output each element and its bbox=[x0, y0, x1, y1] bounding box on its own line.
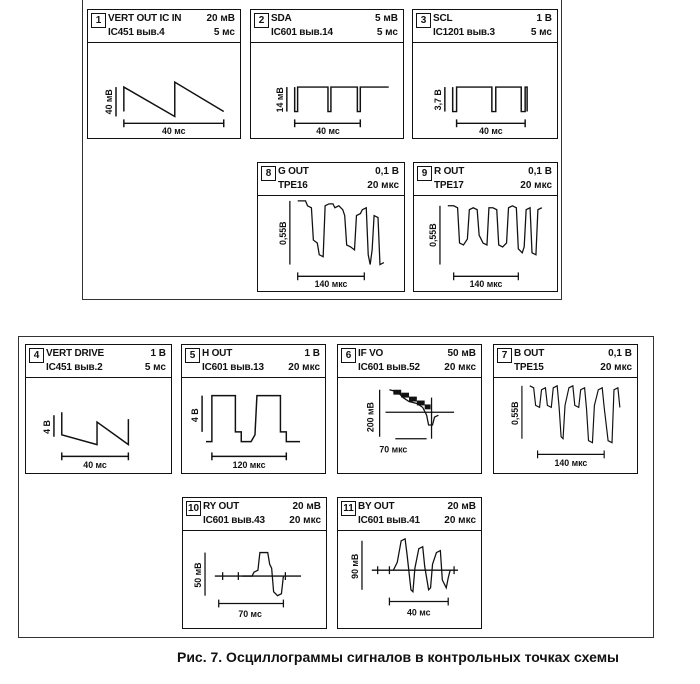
signal-name: SCL bbox=[433, 13, 453, 24]
scope-panel-6 bbox=[337, 344, 482, 474]
time-per-division: 5 мс bbox=[213, 27, 235, 38]
signal-name: R OUT bbox=[434, 166, 465, 177]
volts-per-division: 1 В bbox=[304, 348, 320, 359]
panel-number: 11 bbox=[341, 501, 356, 516]
waveform-trace bbox=[242, 553, 283, 596]
panel-header bbox=[88, 10, 240, 43]
waveform-plot bbox=[413, 43, 557, 138]
time-per-division: 20 мкс bbox=[600, 362, 632, 373]
waveform-trace bbox=[295, 87, 389, 111]
scope-panel-3 bbox=[412, 9, 558, 139]
waveform-trace bbox=[298, 201, 384, 265]
waveform-plot bbox=[183, 531, 326, 628]
test-point: IC451 выв.4 bbox=[108, 27, 165, 38]
signal-name: VERT DRIVE bbox=[46, 348, 105, 359]
signal-name: B OUT bbox=[514, 348, 545, 359]
signal-name: G OUT bbox=[278, 166, 309, 177]
time-label: 140 мкс bbox=[554, 458, 588, 469]
panel-number: 4 bbox=[29, 348, 44, 363]
scope-panel-4 bbox=[25, 344, 172, 474]
test-point: TPE16 bbox=[278, 180, 308, 191]
scope-panel-2 bbox=[250, 9, 404, 139]
figure-caption: Рис. 7. Осциллограммы сигналов в контрольных точках схемы bbox=[176, 649, 620, 665]
panel-number: 6 bbox=[341, 348, 356, 363]
time-per-division: 20 мкс bbox=[367, 180, 399, 191]
time-label: 70 мкс bbox=[379, 444, 408, 455]
time-per-division: 5 мс bbox=[376, 27, 398, 38]
test-point: IC1201 выв.3 bbox=[433, 27, 495, 38]
amplitude-label: 3,7 В bbox=[432, 89, 443, 111]
waveform-svg bbox=[494, 378, 637, 473]
time-per-division: 20 мкс bbox=[288, 362, 320, 373]
volts-per-division: 0,1 В bbox=[608, 348, 632, 359]
time-label: 70 мс bbox=[238, 609, 262, 620]
scope-panel-5 bbox=[181, 344, 326, 474]
panel-number: 5 bbox=[185, 348, 200, 363]
volts-per-division: 20 мВ bbox=[447, 501, 476, 512]
time-per-division: 20 мкс bbox=[444, 362, 476, 373]
waveform-plot bbox=[258, 196, 404, 291]
waveform-trace bbox=[206, 396, 300, 442]
panel-number: 9 bbox=[417, 166, 432, 181]
waveform-blocks bbox=[393, 390, 430, 410]
scope-panel-8 bbox=[257, 162, 405, 292]
volts-per-division: 50 мВ bbox=[447, 348, 476, 359]
waveform-svg bbox=[338, 378, 481, 473]
waveform-svg bbox=[26, 378, 171, 473]
panel-number: 3 bbox=[416, 13, 431, 28]
volts-per-division: 1 В bbox=[536, 13, 552, 24]
amplitude-label: 0,55В bbox=[277, 221, 288, 245]
amplitude-label: 90 мВ bbox=[350, 553, 361, 579]
time-label: 40 мс bbox=[83, 460, 107, 471]
volts-per-division: 0,1 В bbox=[375, 166, 399, 177]
amplitude-label: 4 В bbox=[42, 420, 53, 434]
time-label: 40 мс bbox=[162, 126, 186, 137]
panel-header bbox=[413, 10, 557, 43]
waveform-trace bbox=[453, 87, 527, 111]
waveform-plot bbox=[251, 43, 403, 138]
test-point: TPE17 bbox=[434, 180, 464, 191]
waveform-plot bbox=[88, 43, 240, 138]
time-label: 140 мкс bbox=[469, 279, 503, 290]
panel-header bbox=[251, 10, 403, 43]
volts-per-division: 1 В bbox=[150, 348, 166, 359]
waveform-svg bbox=[414, 196, 557, 291]
volts-per-division: 5 мВ bbox=[375, 13, 398, 24]
waveform-plot bbox=[338, 378, 481, 473]
waveform-svg bbox=[88, 43, 240, 138]
signal-name: H OUT bbox=[202, 348, 233, 359]
waveform-svg bbox=[251, 43, 403, 138]
test-point: IC601 выв.43 bbox=[203, 515, 265, 526]
waveform-svg bbox=[182, 378, 325, 473]
waveform-svg bbox=[338, 531, 481, 628]
panel-number: 1 bbox=[91, 13, 106, 28]
time-per-division: 5 мс bbox=[144, 362, 166, 373]
scope-panel-7 bbox=[493, 344, 638, 474]
panel-header bbox=[182, 345, 325, 378]
signal-name: VERT OUT IC IN bbox=[108, 13, 182, 24]
time-label: 40 мс bbox=[407, 607, 431, 618]
amplitude-label: 14 мВ bbox=[274, 87, 285, 113]
time-label: 140 мкс bbox=[314, 279, 348, 290]
amplitude-label: 200 мВ bbox=[365, 402, 376, 433]
time-per-division: 20 мкс bbox=[444, 515, 476, 526]
time-label: 40 мс bbox=[479, 126, 503, 137]
panel-header bbox=[414, 163, 557, 196]
scope-panel-10 bbox=[182, 497, 327, 629]
panel-header bbox=[338, 345, 481, 378]
amplitude-label: 50 мВ bbox=[193, 562, 204, 588]
scope-panel-9 bbox=[413, 162, 558, 292]
waveform-trace bbox=[124, 82, 224, 116]
panel-number: 8 bbox=[261, 166, 276, 181]
waveform-plot bbox=[182, 378, 325, 473]
panel-number: 7 bbox=[497, 348, 512, 363]
waveform-trace bbox=[448, 206, 542, 255]
waveform-svg bbox=[183, 531, 326, 628]
panel-number: 10 bbox=[187, 503, 200, 514]
waveform-svg bbox=[258, 196, 404, 291]
amplitude-label: 0,55В bbox=[428, 223, 439, 247]
time-per-division: 5 мс bbox=[530, 27, 552, 38]
volts-per-division: 0,1 В bbox=[528, 166, 552, 177]
panel-header bbox=[494, 345, 637, 378]
waveform-plot bbox=[494, 378, 637, 473]
waveform-plot bbox=[414, 196, 557, 291]
waveform-trace bbox=[393, 539, 450, 592]
signal-name: IF VO bbox=[358, 348, 384, 359]
panel-header bbox=[183, 498, 326, 531]
test-point: IC451 выв.2 bbox=[46, 362, 103, 373]
volts-per-division: 20 мВ bbox=[292, 501, 321, 512]
amplitude-label: 0,55В bbox=[510, 401, 520, 425]
test-point: TPE15 bbox=[514, 362, 544, 373]
scope-panel-1 bbox=[87, 9, 241, 139]
panel-header bbox=[338, 498, 481, 531]
panel-header bbox=[258, 163, 404, 196]
test-point: IC601 выв.41 bbox=[358, 515, 420, 526]
panel-header bbox=[26, 345, 171, 378]
waveform-svg bbox=[413, 43, 557, 138]
waveform-trace bbox=[62, 412, 129, 444]
signal-name: RY OUT bbox=[203, 501, 240, 512]
time-label: 120 мкс bbox=[232, 460, 266, 471]
time-label: 40 мс bbox=[316, 126, 340, 137]
amplitude-label: 40 мВ bbox=[104, 89, 115, 115]
waveform-trace bbox=[530, 386, 620, 443]
test-point: IC601 выв.14 bbox=[271, 27, 333, 38]
waveform-plot bbox=[26, 378, 171, 473]
test-point: IC601 выв.52 bbox=[358, 362, 420, 373]
time-per-division: 20 мкс bbox=[520, 180, 552, 191]
waveform-plot bbox=[338, 531, 481, 628]
panel-number: 2 bbox=[254, 13, 269, 28]
time-per-division: 20 мкс bbox=[289, 515, 321, 526]
signal-name: SDA bbox=[271, 13, 292, 24]
test-point: IC601 выв.13 bbox=[202, 362, 264, 373]
scope-panel-11 bbox=[337, 497, 482, 629]
amplitude-label: 4 В bbox=[190, 408, 201, 423]
signal-name: BY OUT bbox=[358, 501, 395, 512]
volts-per-division: 20 мВ bbox=[206, 13, 235, 24]
